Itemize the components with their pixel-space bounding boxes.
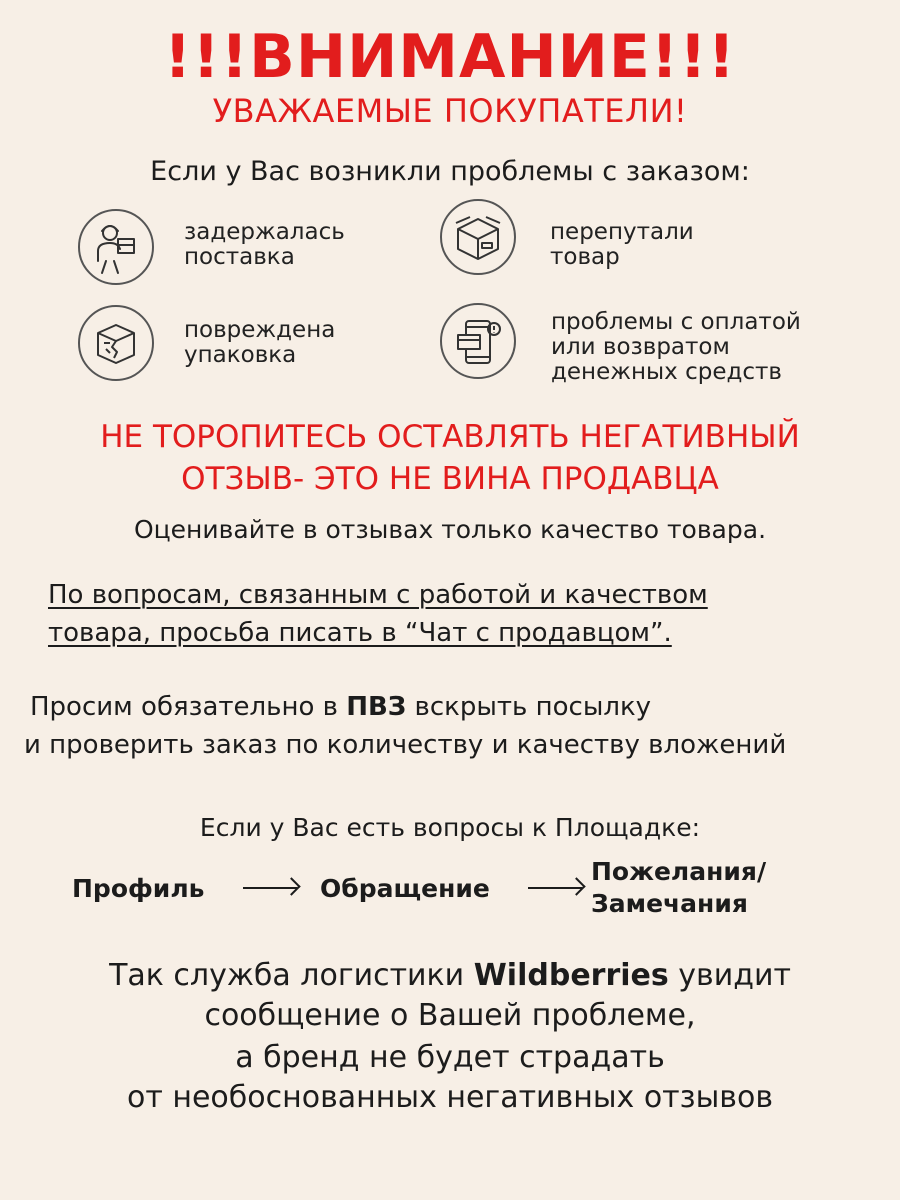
brand-name: Wildberries xyxy=(473,958,669,993)
rate-note: Оценивайте в отзывах только качество товара. xyxy=(133,515,767,544)
intro-text: Если у Вас возникли проблемы с заказом: xyxy=(150,156,750,187)
issue-label-payment xyxy=(551,310,801,385)
warning-line-2: ОТЗЫВ- ЭТО НЕ ВИНА ПРОДАВЦА xyxy=(181,461,719,497)
issue-label-payment-line1: проблемы с оплатой xyxy=(551,309,801,335)
chat-note-line-2: товара, просьба писать в “Чат с продавцом”. xyxy=(48,618,672,648)
issue-label-damaged-line2: упаковка xyxy=(184,342,297,368)
pvz-note-line-2: и проверить заказ по количеству и качеству вложений xyxy=(24,730,787,760)
page-title: !!!ВНИМАНИЕ!!! xyxy=(164,22,736,92)
issue-label-mixup-line2: товар xyxy=(550,244,620,270)
issue-label-damaged-line1: повреждена xyxy=(184,317,336,343)
closing-line-1 xyxy=(0,956,900,996)
issue-label-damaged xyxy=(184,318,335,368)
issue-label-delay-line1: задержалась xyxy=(184,219,345,245)
closing-line-4: от необоснованных негативных отзывов xyxy=(126,1080,774,1115)
closing-text-a: Так служба логистики xyxy=(109,958,474,993)
issue-label-delay xyxy=(184,220,345,270)
closing-text-b: увидит xyxy=(668,958,791,993)
flow-step-appeal: Обращение xyxy=(320,874,490,903)
issue-label-mixup xyxy=(550,220,694,270)
courier-icon xyxy=(78,209,154,285)
platform-note: Если у Вас есть вопросы к Площадке: xyxy=(199,813,701,842)
issue-label-payment-line2: или возвратом xyxy=(551,334,730,360)
pvz-note-text-a: Просим обязательно в xyxy=(30,692,347,722)
box-icon xyxy=(440,199,516,275)
pvz-note-bold: ПВЗ xyxy=(346,692,407,722)
pvz-note-text-b: вскрыть посылку xyxy=(406,692,652,722)
issue-label-delay-line2: поставка xyxy=(184,244,295,270)
closing-line-2: сообщение о Вашей проблеме, xyxy=(204,998,696,1033)
damaged-box-icon xyxy=(78,305,154,381)
closing-line-3: а бренд не будет страдать xyxy=(235,1040,665,1075)
flow-step-feedback xyxy=(591,856,766,920)
issue-label-payment-line3: денежных средств xyxy=(551,359,782,385)
page-subtitle: УВАЖАЕМЫЕ ПОКУПАТЕЛИ! xyxy=(212,92,688,130)
flow-arrow-icon xyxy=(243,880,299,896)
flow-step-feedback-line2: Замечания xyxy=(591,889,748,918)
flow-arrow-icon xyxy=(528,880,584,896)
warning-line-1: НЕ ТОРОПИТЕСЬ ОСТАВЛЯТЬ НЕГАТИВНЫЙ xyxy=(100,419,800,455)
issue-label-mixup-line1: перепутали xyxy=(550,219,694,245)
pvz-note-line-1 xyxy=(30,688,651,726)
phone-payment-icon xyxy=(440,303,516,379)
flow-step-profile: Профиль xyxy=(72,874,205,903)
chat-note-line-1: По вопросам, связанным с работой и качеством xyxy=(48,580,708,610)
flow-step-feedback-line1: Пожелания/ xyxy=(591,857,767,886)
